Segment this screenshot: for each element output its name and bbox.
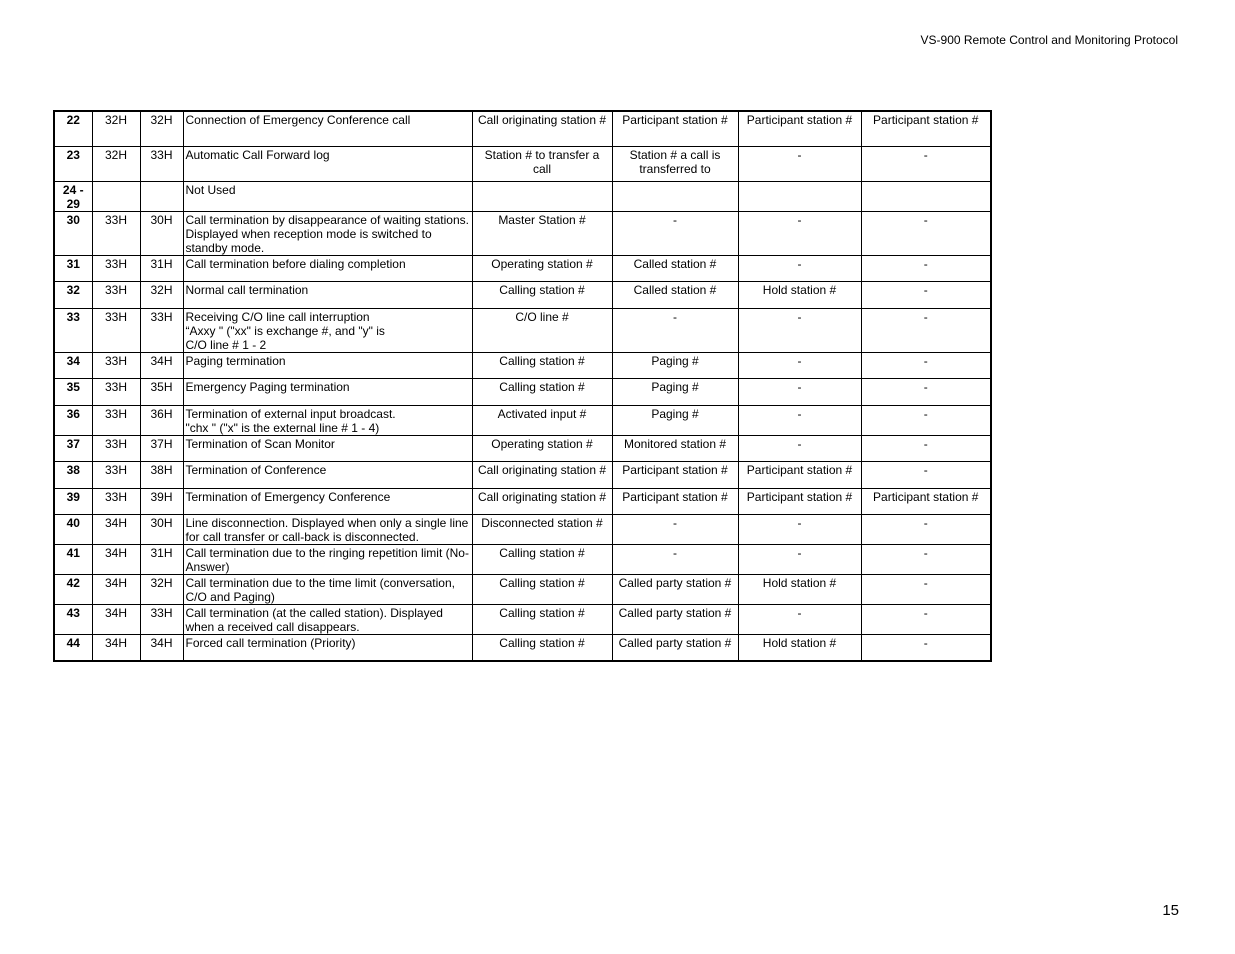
- code-high-cell: 34H: [92, 514, 140, 544]
- data2-cell: Paging #: [612, 378, 738, 405]
- code-low-cell: 32H: [140, 574, 183, 604]
- data2-cell: [612, 181, 738, 211]
- event-number-cell: 41: [54, 544, 92, 574]
- table-row: [54, 461, 991, 488]
- data1-cell: Calling station #: [472, 604, 612, 634]
- data4-cell: -: [861, 211, 991, 255]
- description-cell: Call termination by disappearance of waiting stations. Displayed when reception mode is switched to standby mode.: [183, 211, 472, 255]
- data1-cell: Master Station #: [472, 211, 612, 255]
- event-number-cell: 44: [54, 634, 92, 661]
- code-low-cell: 31H: [140, 544, 183, 574]
- data4-cell: -: [861, 255, 991, 281]
- code-low-cell: 37H: [140, 435, 183, 461]
- data2-cell: Called station #: [612, 255, 738, 281]
- code-low-cell: 30H: [140, 514, 183, 544]
- data2-cell: Monitored station #: [612, 435, 738, 461]
- event-number-cell: 42: [54, 574, 92, 604]
- data3-cell: Hold station #: [738, 281, 861, 308]
- code-high-cell: 32H: [92, 111, 140, 146]
- document-header: VS-900 Remote Control and Monitoring Protocol: [920, 33, 1178, 47]
- table-row: [54, 111, 991, 146]
- data2-cell: Paging #: [612, 352, 738, 378]
- data4-cell: -: [861, 514, 991, 544]
- table-row: [54, 604, 991, 634]
- event-number-cell: 43: [54, 604, 92, 634]
- data3-cell: [738, 181, 861, 211]
- code-high-cell: 34H: [92, 604, 140, 634]
- data4-cell: -: [861, 461, 991, 488]
- event-number-cell: 33: [54, 308, 92, 352]
- data4-cell: -: [861, 544, 991, 574]
- code-high-cell: 33H: [92, 308, 140, 352]
- description-cell: Termination of Scan Monitor: [183, 435, 472, 461]
- data4-cell: Participant station #: [861, 111, 991, 146]
- data2-cell: Called party station #: [612, 574, 738, 604]
- data3-cell: Participant station #: [738, 488, 861, 514]
- code-high-cell: 33H: [92, 378, 140, 405]
- table-row: [54, 544, 991, 574]
- data2-cell: Called party station #: [612, 604, 738, 634]
- code-low-cell: 32H: [140, 111, 183, 146]
- code-low-cell: 39H: [140, 488, 183, 514]
- data4-cell: -: [861, 146, 991, 181]
- data2-cell: Participant station #: [612, 461, 738, 488]
- data1-cell: Call originating station #: [472, 461, 612, 488]
- description-cell: Paging termination: [183, 352, 472, 378]
- data4-cell: -: [861, 405, 991, 435]
- data4-cell: -: [861, 634, 991, 661]
- code-high-cell: 33H: [92, 461, 140, 488]
- code-high-cell: 33H: [92, 488, 140, 514]
- table-row: [54, 634, 991, 661]
- code-low-cell: 38H: [140, 461, 183, 488]
- description-cell: Connection of Emergency Conference call: [183, 111, 472, 146]
- event-number-cell: 30: [54, 211, 92, 255]
- data3-cell: -: [738, 435, 861, 461]
- code-high-cell: 32H: [92, 146, 140, 181]
- event-number-cell: 38: [54, 461, 92, 488]
- data2-cell: Station # a call is transferred to: [612, 146, 738, 181]
- code-low-cell: 36H: [140, 405, 183, 435]
- data1-cell: Calling station #: [472, 544, 612, 574]
- data4-cell: Participant station #: [861, 488, 991, 514]
- data1-cell: Station # to transfer a call: [472, 146, 612, 181]
- event-number-cell: 37: [54, 435, 92, 461]
- data4-cell: -: [861, 378, 991, 405]
- description-cell: Call termination before dialing completion: [183, 255, 472, 281]
- data3-cell: -: [738, 514, 861, 544]
- data3-cell: -: [738, 308, 861, 352]
- description-cell: Call termination due to the time limit (conversation, C/O and Paging): [183, 574, 472, 604]
- data4-cell: [861, 181, 991, 211]
- table-row: [54, 255, 991, 281]
- table-row: [54, 405, 991, 435]
- code-high-cell: [92, 181, 140, 211]
- data1-cell: Calling station #: [472, 281, 612, 308]
- data2-cell: -: [612, 544, 738, 574]
- table-row: [54, 488, 991, 514]
- event-number-cell: 34: [54, 352, 92, 378]
- code-low-cell: 33H: [140, 308, 183, 352]
- data1-cell: Operating station #: [472, 435, 612, 461]
- table-row: [54, 352, 991, 378]
- event-number-cell: 35: [54, 378, 92, 405]
- data3-cell: -: [738, 211, 861, 255]
- event-number-cell: 32: [54, 281, 92, 308]
- data2-cell: -: [612, 514, 738, 544]
- code-high-cell: 33H: [92, 352, 140, 378]
- description-cell: Termination of Conference: [183, 461, 472, 488]
- event-number-cell: 22: [54, 111, 92, 146]
- table-row: [54, 435, 991, 461]
- code-low-cell: 30H: [140, 211, 183, 255]
- description-cell: Receiving C/O line call interruption “Axxy " ("xx" is exchange #, and "y" is C/O line # 1 - 2: [183, 308, 472, 352]
- description-cell: Automatic Call Forward log: [183, 146, 472, 181]
- data3-cell: -: [738, 544, 861, 574]
- data3-cell: Hold station #: [738, 634, 861, 661]
- data1-cell: Calling station #: [472, 634, 612, 661]
- data3-cell: -: [738, 604, 861, 634]
- data3-cell: -: [738, 405, 861, 435]
- data4-cell: -: [861, 352, 991, 378]
- code-high-cell: 33H: [92, 281, 140, 308]
- description-cell: Line disconnection. Displayed when only a single line for call transfer or call-back is disconnected.: [183, 514, 472, 544]
- data2-cell: -: [612, 211, 738, 255]
- description-cell: Termination of external input broadcast. "chx " ("x" is the external line # 1 - 4): [183, 405, 472, 435]
- code-high-cell: 34H: [92, 634, 140, 661]
- description-cell: Not Used: [183, 181, 472, 211]
- data1-cell: Call originating station #: [472, 111, 612, 146]
- data1-cell: Calling station #: [472, 352, 612, 378]
- code-high-cell: 34H: [92, 574, 140, 604]
- table-row: [54, 378, 991, 405]
- description-cell: Call termination (at the called station). Displayed when a received call disappears.: [183, 604, 472, 634]
- event-number-cell: 23: [54, 146, 92, 181]
- data3-cell: -: [738, 146, 861, 181]
- data1-cell: Calling station #: [472, 378, 612, 405]
- table-row: [54, 281, 991, 308]
- table-row: [54, 574, 991, 604]
- description-cell: Forced call termination (Priority): [183, 634, 472, 661]
- table-row: [54, 181, 991, 211]
- data2-cell: Participant station #: [612, 111, 738, 146]
- data4-cell: -: [861, 574, 991, 604]
- description-cell: Termination of Emergency Conference: [183, 488, 472, 514]
- data3-cell: Participant station #: [738, 111, 861, 146]
- data4-cell: -: [861, 604, 991, 634]
- data3-cell: Participant station #: [738, 461, 861, 488]
- code-low-cell: 34H: [140, 352, 183, 378]
- event-number-cell: 24 - 29: [54, 181, 92, 211]
- table-row: [54, 308, 991, 352]
- code-low-cell: 34H: [140, 634, 183, 661]
- event-number-cell: 36: [54, 405, 92, 435]
- data2-cell: Paging #: [612, 405, 738, 435]
- code-low-cell: 33H: [140, 604, 183, 634]
- data1-cell: Call originating station #: [472, 488, 612, 514]
- code-low-cell: 35H: [140, 378, 183, 405]
- data1-cell: [472, 181, 612, 211]
- code-low-cell: 32H: [140, 281, 183, 308]
- data2-cell: Called station #: [612, 281, 738, 308]
- data3-cell: -: [738, 255, 861, 281]
- code-high-cell: 33H: [92, 255, 140, 281]
- data2-cell: -: [612, 308, 738, 352]
- data3-cell: Hold station #: [738, 574, 861, 604]
- data4-cell: -: [861, 281, 991, 308]
- data2-cell: Participant station #: [612, 488, 738, 514]
- description-cell: Call termination due to the ringing repetition limit (No-Answer): [183, 544, 472, 574]
- event-number-cell: 39: [54, 488, 92, 514]
- data1-cell: C/O line #: [472, 308, 612, 352]
- description-cell: Emergency Paging termination: [183, 378, 472, 405]
- code-high-cell: 33H: [92, 435, 140, 461]
- data2-cell: Called party station #: [612, 634, 738, 661]
- protocol-table: [53, 110, 992, 662]
- code-low-cell: 31H: [140, 255, 183, 281]
- description-cell: Normal call termination: [183, 281, 472, 308]
- data4-cell: -: [861, 308, 991, 352]
- data3-cell: -: [738, 352, 861, 378]
- code-low-cell: 33H: [140, 146, 183, 181]
- data3-cell: -: [738, 378, 861, 405]
- data1-cell: Disconnected station #: [472, 514, 612, 544]
- code-high-cell: 33H: [92, 405, 140, 435]
- event-number-cell: 40: [54, 514, 92, 544]
- data4-cell: -: [861, 435, 991, 461]
- page-number: 15: [1162, 902, 1179, 919]
- data1-cell: Calling station #: [472, 574, 612, 604]
- data1-cell: Operating station #: [472, 255, 612, 281]
- code-high-cell: 33H: [92, 211, 140, 255]
- code-low-cell: [140, 181, 183, 211]
- data1-cell: Activated input #: [472, 405, 612, 435]
- table-row: [54, 211, 991, 255]
- table-row: [54, 514, 991, 544]
- event-number-cell: 31: [54, 255, 92, 281]
- code-high-cell: 34H: [92, 544, 140, 574]
- table-row: [54, 146, 991, 181]
